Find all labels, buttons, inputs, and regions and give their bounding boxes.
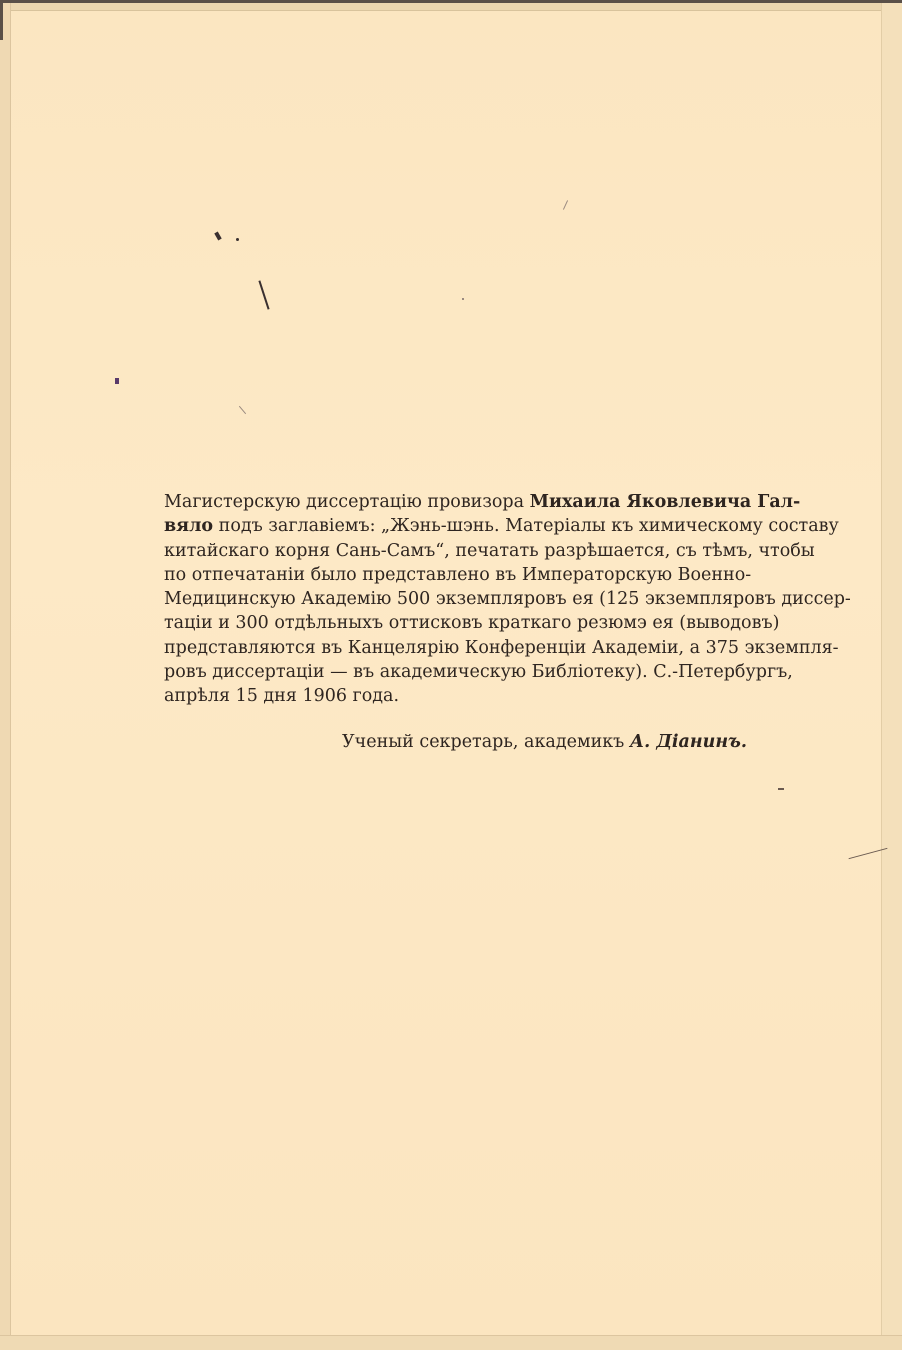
text-segment: ровъ диссертаціи — въ академическую Библіотеку). С.-Петербургъ,	[164, 662, 793, 683]
text-segment: апрѣля 15 дня 1906 года.	[164, 686, 400, 707]
signature-name: А. Діанинъ.	[629, 732, 747, 752]
author-name: Михаила Яковлевича Гал-	[529, 492, 801, 512]
permission-text	[164, 490, 851, 709]
text-segment: китайскаго корня Сань-Самъ“, печатать разрѣшается, съ тѣмъ, чтобы	[164, 540, 815, 561]
page-bottom-edge	[0, 1335, 902, 1350]
scan-speck	[462, 298, 464, 300]
signature-line	[342, 730, 762, 754]
text-line	[164, 660, 793, 684]
text-line	[164, 563, 750, 587]
text-line	[164, 636, 839, 660]
text-segment: Магистерскую диссертацію провизора	[164, 492, 530, 512]
text-segment: представляются въ Канцелярію Конференціи Академіи, а 375 экземпля-	[164, 637, 839, 658]
text-segment: Медицинскую Академію 500 экземпляровъ ея (125 экземпляровъ диссер-	[164, 589, 851, 610]
text-segment: по отпечатаніи было представлено въ Императорскую Военно-	[164, 564, 752, 585]
page-left-edge	[0, 0, 11, 1350]
text-line	[164, 684, 750, 708]
text-line	[164, 490, 801, 514]
text-line	[164, 587, 851, 611]
text-segment: таціи и 300 отдѣльныхъ оттисковъ краткаго резюмэ ея (выводовъ)	[164, 613, 780, 634]
page-right-edge	[881, 0, 902, 1350]
text-line	[164, 514, 839, 538]
author-name: вяло	[164, 516, 214, 537]
text-line	[164, 611, 780, 635]
text-line	[164, 539, 815, 563]
scan-border-top	[0, 0, 902, 3]
scan-speck	[778, 788, 784, 790]
scan-speck	[563, 200, 568, 209]
text-segment: подъ заглавіемъ: „Жэнь-шэнь. Матеріалы къ химическому составу	[213, 516, 839, 537]
scan-speck	[258, 280, 269, 309]
scan-speck	[214, 232, 221, 241]
scan-speck	[236, 238, 239, 241]
scan-border-left	[0, 0, 3, 40]
scan-speck	[115, 378, 119, 384]
scan-speck	[239, 406, 246, 414]
signature-text: Ученый секретарь, академикъ	[342, 732, 630, 752]
